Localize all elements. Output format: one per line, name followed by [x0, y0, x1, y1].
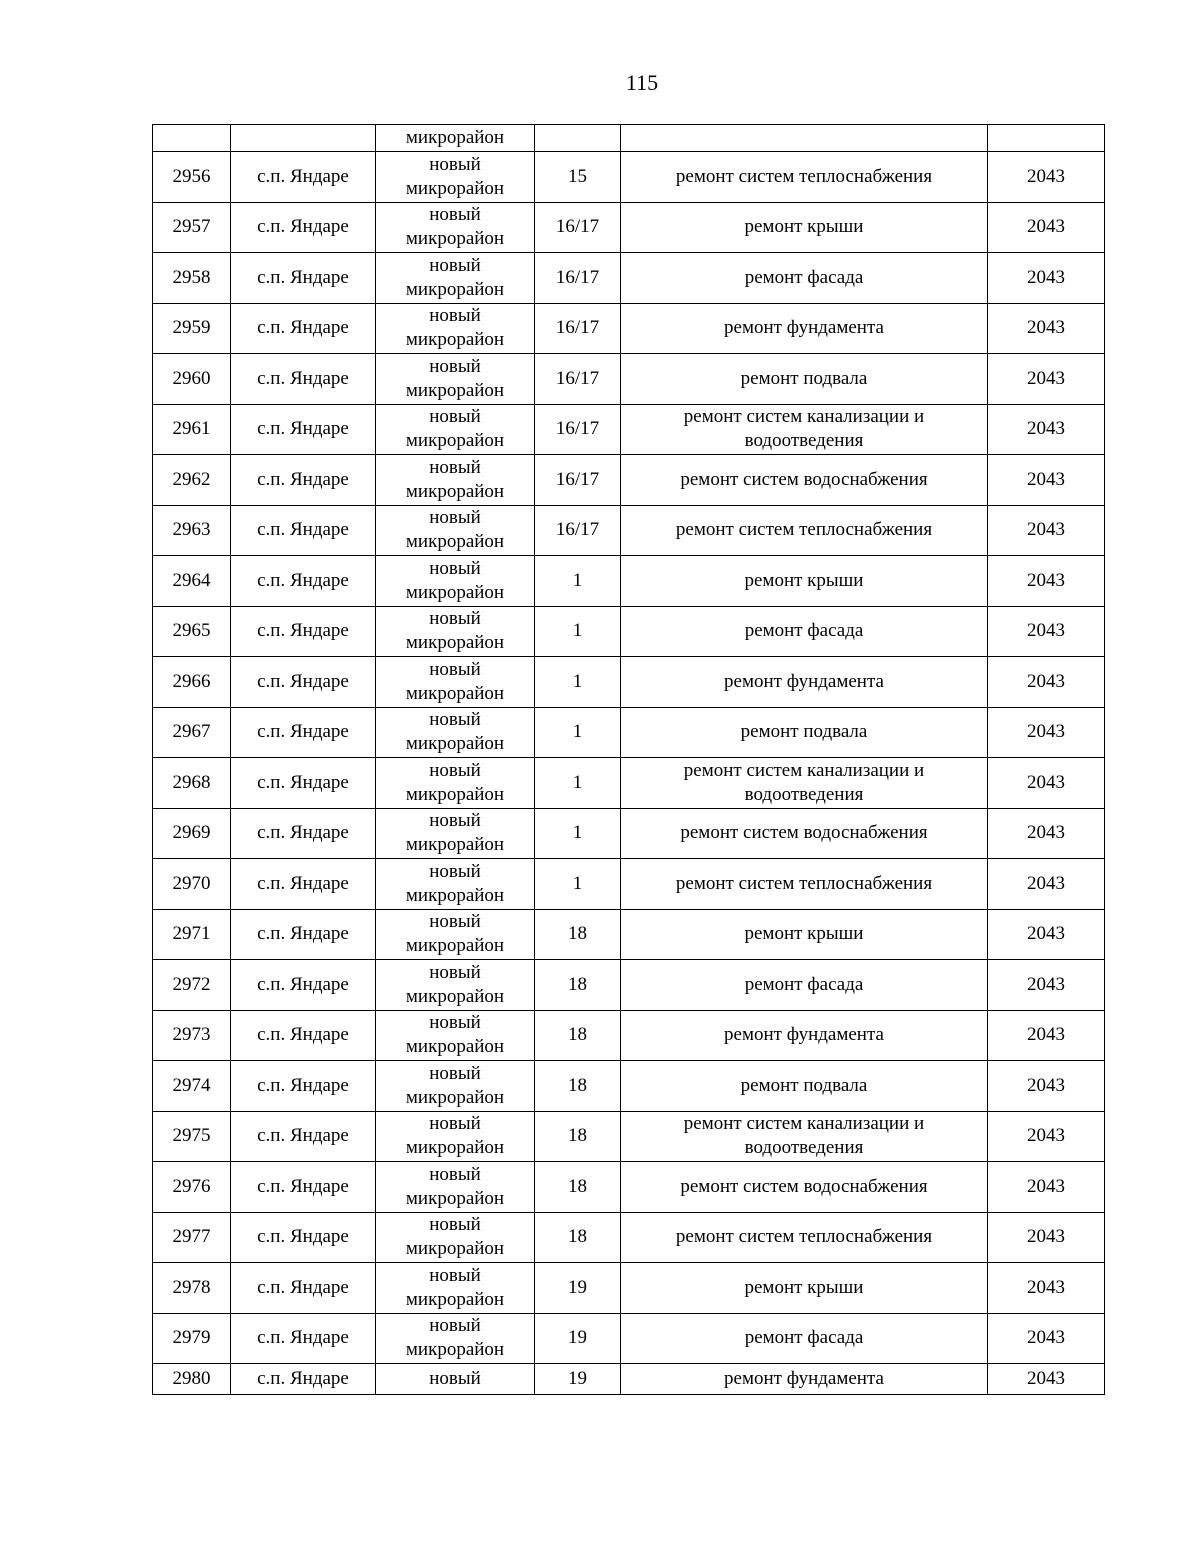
cell-settlement: с.п. Яндаре: [231, 455, 376, 506]
table-row: [153, 354, 1105, 405]
table-body: [153, 125, 1105, 1395]
cell-id: 2963: [153, 505, 231, 556]
cell-id: 2957: [153, 202, 231, 253]
cell-year: 2043: [988, 556, 1105, 607]
table-row: [153, 1010, 1105, 1061]
cell-settlement: с.п. Яндаре: [231, 152, 376, 203]
cell-street: новый микрорайон: [376, 303, 535, 354]
cell-id: 2978: [153, 1263, 231, 1314]
table-row: [153, 657, 1105, 708]
cell-work: ремонт фундамента: [621, 1010, 988, 1061]
cell-street: новый микрорайон: [376, 1263, 535, 1314]
table-row: [153, 859, 1105, 910]
cell-house: 19: [535, 1313, 621, 1364]
cell-work: ремонт фасада: [621, 1313, 988, 1364]
table-row: [153, 808, 1105, 859]
cell-work: [621, 125, 988, 152]
cell-street: новый микрорайон: [376, 1010, 535, 1061]
cell-work: ремонт крыши: [621, 556, 988, 607]
cell-work: ремонт систем канализации и водоотведения: [621, 404, 988, 455]
cell-id: 2962: [153, 455, 231, 506]
page-number: 115: [625, 70, 659, 95]
cell-year: 2043: [988, 758, 1105, 809]
cell-id: 2959: [153, 303, 231, 354]
cell-year: 2043: [988, 1212, 1105, 1263]
table-row: [153, 556, 1105, 607]
cell-settlement: с.п. Яндаре: [231, 303, 376, 354]
table-row: [153, 1313, 1105, 1364]
cell-settlement: с.п. Яндаре: [231, 1212, 376, 1263]
cell-street: новый микрорайон: [376, 859, 535, 910]
table-row: [153, 455, 1105, 506]
cell-house: 18: [535, 909, 621, 960]
cell-work: ремонт подвала: [621, 707, 988, 758]
cell-settlement: с.п. Яндаре: [231, 1010, 376, 1061]
cell-year: 2043: [988, 1111, 1105, 1162]
cell-settlement: с.п. Яндаре: [231, 960, 376, 1011]
cell-year: 2043: [988, 960, 1105, 1011]
cell-id: 2966: [153, 657, 231, 708]
cell-settlement: с.п. Яндаре: [231, 859, 376, 910]
cell-house: 1: [535, 606, 621, 657]
cell-work: ремонт фасада: [621, 253, 988, 304]
cell-settlement: с.п. Яндаре: [231, 1061, 376, 1112]
cell-work: ремонт фундамента: [621, 1364, 988, 1395]
cell-year: 2043: [988, 253, 1105, 304]
cell-id: 2977: [153, 1212, 231, 1263]
table-row: [153, 505, 1105, 556]
cell-house: 18: [535, 960, 621, 1011]
cell-settlement: с.п. Яндаре: [231, 404, 376, 455]
cell-id: 2980: [153, 1364, 231, 1395]
table-row: [153, 960, 1105, 1011]
cell-work: ремонт фасада: [621, 960, 988, 1011]
cell-house: [535, 125, 621, 152]
cell-year: 2043: [988, 1061, 1105, 1112]
cell-settlement: с.п. Яндаре: [231, 1263, 376, 1314]
cell-work: ремонт систем канализации и водоотведения: [621, 1111, 988, 1162]
cell-street: микрорайон: [376, 125, 535, 152]
cell-settlement: с.п. Яндаре: [231, 606, 376, 657]
cell-street: новый микрорайон: [376, 960, 535, 1011]
table-row: [153, 253, 1105, 304]
table-row: [153, 1364, 1105, 1395]
table-row: [153, 404, 1105, 455]
cell-house: 16/17: [535, 354, 621, 405]
cell-street: новый микрорайон: [376, 202, 535, 253]
cell-id: 2960: [153, 354, 231, 405]
cell-year: 2043: [988, 404, 1105, 455]
cell-street: новый микрорайон: [376, 556, 535, 607]
cell-id: 2974: [153, 1061, 231, 1112]
cell-work: ремонт крыши: [621, 202, 988, 253]
cell-work: ремонт систем теплоснабжения: [621, 152, 988, 203]
cell-house: 16/17: [535, 253, 621, 304]
cell-street: новый микрорайон: [376, 152, 535, 203]
cell-year: 2043: [988, 808, 1105, 859]
cell-street: новый микрорайон: [376, 606, 535, 657]
cell-id: 2965: [153, 606, 231, 657]
cell-house: 16/17: [535, 455, 621, 506]
cell-year: 2043: [988, 1010, 1105, 1061]
cell-year: [988, 125, 1105, 152]
cell-id: 2968: [153, 758, 231, 809]
cell-settlement: с.п. Яндаре: [231, 253, 376, 304]
cell-street: новый микрорайон: [376, 1313, 535, 1364]
capital-repair-table: [152, 124, 1105, 1395]
cell-work: ремонт крыши: [621, 909, 988, 960]
cell-house: 15: [535, 152, 621, 203]
cell-work: ремонт фасада: [621, 606, 988, 657]
cell-id: 2971: [153, 909, 231, 960]
cell-id: 2964: [153, 556, 231, 607]
cell-street: новый микрорайон: [376, 707, 535, 758]
continuation-row: [153, 125, 1105, 152]
cell-house: 16/17: [535, 505, 621, 556]
cell-settlement: с.п. Яндаре: [231, 707, 376, 758]
cell-settlement: с.п. Яндаре: [231, 202, 376, 253]
cell-settlement: с.п. Яндаре: [231, 556, 376, 607]
cell-settlement: с.п. Яндаре: [231, 909, 376, 960]
cell-house: 1: [535, 859, 621, 910]
cell-street: новый микрорайон: [376, 404, 535, 455]
cell-house: 16/17: [535, 404, 621, 455]
cell-year: 2043: [988, 606, 1105, 657]
table-row: [153, 1162, 1105, 1213]
table-row: [153, 1263, 1105, 1314]
cell-street: новый микрорайон: [376, 1162, 535, 1213]
cell-year: 2043: [988, 505, 1105, 556]
cell-house: 18: [535, 1010, 621, 1061]
cell-id: 2958: [153, 253, 231, 304]
cell-house: 1: [535, 657, 621, 708]
cell-id: [153, 125, 231, 152]
cell-work: ремонт систем водоснабжения: [621, 808, 988, 859]
cell-house: 18: [535, 1111, 621, 1162]
table-row: [153, 1111, 1105, 1162]
cell-year: 2043: [988, 455, 1105, 506]
cell-year: 2043: [988, 1162, 1105, 1213]
cell-id: 2969: [153, 808, 231, 859]
cell-work: ремонт систем водоснабжения: [621, 455, 988, 506]
cell-id: 2956: [153, 152, 231, 203]
cell-street: новый микрорайон: [376, 455, 535, 506]
table-row: [153, 152, 1105, 203]
cell-work: ремонт подвала: [621, 354, 988, 405]
cell-street: новый микрорайон: [376, 909, 535, 960]
cell-house: 1: [535, 758, 621, 809]
table-row: [153, 909, 1105, 960]
cell-settlement: с.п. Яндаре: [231, 657, 376, 708]
cell-street: новый микрорайон: [376, 253, 535, 304]
cell-street: новый микрорайон: [376, 1061, 535, 1112]
table-row: [153, 303, 1105, 354]
cell-house: 1: [535, 707, 621, 758]
cell-house: 1: [535, 808, 621, 859]
cell-id: 2970: [153, 859, 231, 910]
cell-year: 2043: [988, 202, 1105, 253]
cell-work: ремонт крыши: [621, 1263, 988, 1314]
cell-settlement: [231, 125, 376, 152]
cell-id: 2961: [153, 404, 231, 455]
cell-work: ремонт систем канализации и водоотведения: [621, 758, 988, 809]
cell-house: 16/17: [535, 303, 621, 354]
cell-work: ремонт систем теплоснабжения: [621, 859, 988, 910]
cell-settlement: с.п. Яндаре: [231, 1111, 376, 1162]
table-row: [153, 707, 1105, 758]
cell-id: 2967: [153, 707, 231, 758]
cell-year: 2043: [988, 303, 1105, 354]
cell-year: 2043: [988, 657, 1105, 708]
cell-house: 1: [535, 556, 621, 607]
table-row: [153, 1061, 1105, 1112]
table-row: [153, 606, 1105, 657]
cell-year: 2043: [988, 152, 1105, 203]
cell-house: 18: [535, 1061, 621, 1112]
cell-work: ремонт систем теплоснабжения: [621, 1212, 988, 1263]
cell-house: 16/17: [535, 202, 621, 253]
cell-house: 19: [535, 1263, 621, 1314]
cell-house: 19: [535, 1364, 621, 1395]
cell-year: 2043: [988, 859, 1105, 910]
cell-id: 2975: [153, 1111, 231, 1162]
cell-id: 2973: [153, 1010, 231, 1061]
cell-work: ремонт систем водоснабжения: [621, 1162, 988, 1213]
cell-year: 2043: [988, 707, 1105, 758]
cell-street: новый микрорайон: [376, 758, 535, 809]
cell-street: новый микрорайон: [376, 505, 535, 556]
cell-year: 2043: [988, 909, 1105, 960]
cell-settlement: с.п. Яндаре: [231, 758, 376, 809]
cell-street: новый: [376, 1364, 535, 1395]
cell-id: 2976: [153, 1162, 231, 1213]
table-row: [153, 1212, 1105, 1263]
cell-work: ремонт фундамента: [621, 303, 988, 354]
cell-year: 2043: [988, 1313, 1105, 1364]
cell-settlement: с.п. Яндаре: [231, 1162, 376, 1213]
cell-id: 2979: [153, 1313, 231, 1364]
table-row: [153, 202, 1105, 253]
cell-settlement: с.п. Яндаре: [231, 505, 376, 556]
cell-settlement: с.п. Яндаре: [231, 1313, 376, 1364]
cell-street: новый микрорайон: [376, 354, 535, 405]
table-row: [153, 758, 1105, 809]
cell-house: 18: [535, 1162, 621, 1213]
cell-house: 18: [535, 1212, 621, 1263]
cell-year: 2043: [988, 354, 1105, 405]
cell-settlement: с.п. Яндаре: [231, 1364, 376, 1395]
cell-street: новый микрорайон: [376, 1212, 535, 1263]
cell-street: новый микрорайон: [376, 808, 535, 859]
cell-year: 2043: [988, 1364, 1105, 1395]
cell-id: 2972: [153, 960, 231, 1011]
cell-settlement: с.п. Яндаре: [231, 354, 376, 405]
cell-work: ремонт систем теплоснабжения: [621, 505, 988, 556]
cell-work: ремонт подвала: [621, 1061, 988, 1112]
cell-settlement: с.п. Яндаре: [231, 808, 376, 859]
cell-work: ремонт фундамента: [621, 657, 988, 708]
cell-year: 2043: [988, 1263, 1105, 1314]
cell-street: новый микрорайон: [376, 657, 535, 708]
cell-street: новый микрорайон: [376, 1111, 535, 1162]
